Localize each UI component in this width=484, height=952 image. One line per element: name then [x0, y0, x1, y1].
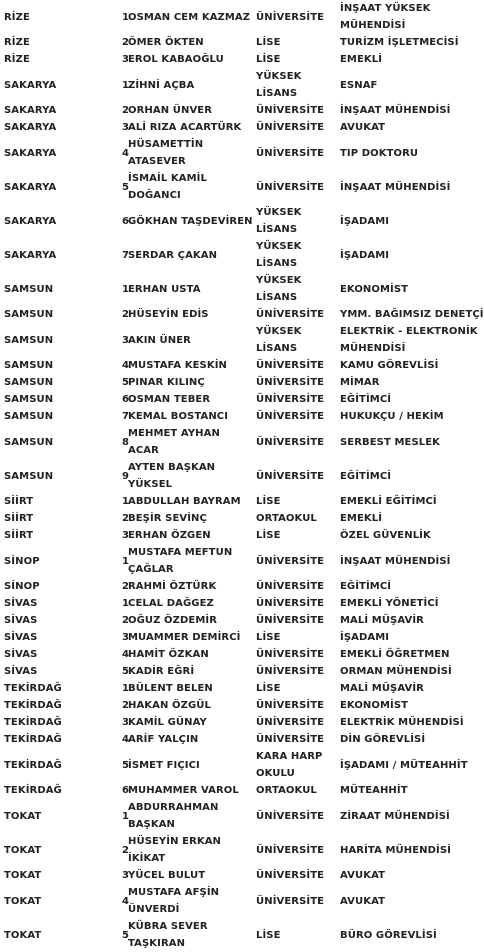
rank-cell: 3 — [122, 334, 130, 346]
rank-cell: 3 — [122, 717, 130, 728]
city-cell: SAMSUN — [4, 394, 54, 405]
table-row — [0, 884, 479, 918]
occupation-cell: AVUKAT — [340, 895, 386, 907]
education-cell: ÜNİVERSİTE — [256, 870, 325, 881]
table-row — [0, 272, 479, 306]
occupation-cell: HUKUKÇU / HEKİM — [340, 411, 444, 422]
name-cell: YÜCEL BULUT — [128, 870, 206, 881]
rank-cell: 2 — [122, 513, 130, 524]
education-cell: ÜNİVERSİTE — [256, 436, 325, 448]
occupation-cell: TURİZM İŞLETMECİSİ — [340, 37, 459, 48]
rank-cell: 1 — [122, 283, 130, 295]
name-cell: ERHAN USTA — [128, 283, 201, 295]
table-row — [0, 731, 479, 748]
city-cell: SAMSUN — [4, 377, 54, 388]
education-cell: LİSE — [256, 632, 281, 643]
education-cell: LİSE — [256, 530, 281, 541]
education-cell: ÜNİVERSİTE — [256, 895, 325, 907]
occupation-cell: EKONOMİST — [340, 700, 409, 711]
rank-cell: 4 — [122, 360, 130, 371]
name-cell: SERDAR ÇAKAN — [128, 249, 218, 261]
city-cell: SİVAS — [4, 598, 38, 609]
name-cell: PINAR KILINÇ — [128, 377, 205, 388]
table-row — [0, 663, 479, 680]
education-cell: YÜKSEK LİSANS — [256, 241, 302, 269]
city-cell: RİZE — [4, 37, 30, 48]
name-cell: AYTEN BAŞKAN YÜKSEL — [128, 462, 216, 490]
occupation-cell: MALİ MÜŞAVİR — [340, 683, 424, 694]
rank-cell: 3 — [122, 870, 130, 881]
rank-cell: 1 — [122, 810, 130, 822]
education-cell: ÜNİVERSİTE — [256, 105, 325, 116]
occupation-cell: HARİTA MÜHENDİSİ — [340, 844, 451, 856]
occupation-cell: İNŞAAT MÜHENDİSİ — [340, 555, 451, 567]
city-cell: SİİRT — [4, 496, 34, 507]
occupation-cell: ORMAN MÜHENDİSİ — [340, 666, 452, 677]
education-cell: ORTAOKUL — [256, 785, 317, 796]
city-cell: SAKARYA — [4, 122, 57, 133]
table-row — [0, 68, 479, 102]
name-cell: ERHAN ÖZGEN — [128, 530, 211, 541]
city-cell: TEKİRDAĞ — [4, 683, 62, 694]
rank-cell: 5 — [122, 666, 130, 677]
city-cell: SAMSUN — [4, 283, 54, 295]
rank-cell: 3 — [122, 530, 130, 541]
city-cell: TEKİRDAĞ — [4, 717, 62, 728]
name-cell: MUSTAFA AFŞİN ÜNVERDİ — [128, 887, 220, 915]
education-cell: ÜNİVERSİTE — [256, 11, 325, 23]
table-row — [0, 510, 479, 527]
rank-cell: 4 — [122, 649, 130, 660]
table-row — [0, 170, 479, 204]
table-row — [0, 680, 479, 697]
table-row — [0, 102, 479, 119]
name-cell: KAMİL GÜNAY — [128, 717, 207, 728]
occupation-cell: SERBEST MESLEK — [340, 436, 441, 448]
rank-cell: 2 — [122, 700, 130, 711]
city-cell: SAMSUN — [4, 470, 54, 482]
education-cell: ÜNİVERSİTE — [256, 717, 325, 728]
rank-cell: 1 — [122, 496, 130, 507]
occupation-cell: İŞADAMI / MÜTEAHHİT — [340, 759, 468, 771]
city-cell: SAKARYA — [4, 215, 57, 227]
education-cell: LİSE — [256, 929, 281, 941]
education-cell: ÜNİVERSİTE — [256, 309, 325, 320]
table-row — [0, 425, 479, 459]
rank-cell: 8 — [122, 436, 130, 448]
rank-cell: 7 — [122, 249, 130, 261]
table-row — [0, 374, 479, 391]
education-cell: ÜNİVERSİTE — [256, 470, 325, 482]
occupation-cell: İŞADAMI — [340, 249, 390, 261]
name-cell: ARİF YALÇIN — [128, 734, 199, 745]
city-cell: SAMSUN — [4, 360, 54, 371]
education-cell: ÜNİVERSİTE — [256, 377, 325, 388]
name-cell: OSMAN CEM KAZMAZ — [128, 11, 251, 23]
name-cell: HÜSAMETTİN ATASEVER — [128, 139, 204, 167]
education-cell: ÜNİVERSİTE — [256, 122, 325, 133]
name-cell: HAMİT ÖZKAN — [128, 649, 209, 660]
occupation-cell: ESNAF — [340, 79, 378, 91]
city-cell: SİİRT — [4, 513, 34, 524]
table-row — [0, 136, 479, 170]
table-row — [0, 714, 479, 731]
rank-cell: 2 — [122, 581, 130, 592]
education-cell: ÜNİVERSİTE — [256, 360, 325, 371]
name-cell: ÖMER ÖKTEN — [128, 37, 204, 48]
rank-cell: 9 — [122, 470, 130, 482]
education-cell: ÜNİVERSİTE — [256, 181, 325, 193]
city-cell: SAKARYA — [4, 79, 57, 91]
rank-cell: 1 — [122, 598, 130, 609]
occupation-cell: EMEKLİ YÖNETİCİ — [340, 598, 439, 609]
education-cell: ÜNİVERSİTE — [256, 810, 325, 822]
city-cell: RİZE — [4, 54, 30, 65]
education-cell: YÜKSEK LİSANS — [256, 207, 302, 235]
city-cell: TOKAT — [4, 870, 42, 881]
city-cell: SAKARYA — [4, 181, 57, 193]
city-cell: TEKİRDAĞ — [4, 734, 62, 745]
name-cell: CELAL DAĞGEZ — [128, 598, 214, 609]
name-cell: OĞUZ ÖZDEMİR — [128, 615, 218, 626]
table-row — [0, 51, 479, 68]
name-cell: BEŞİR SEVİNÇ — [128, 513, 207, 524]
education-cell: ORTAOKUL — [256, 513, 317, 524]
city-cell: SAMSUN — [4, 309, 54, 320]
name-cell: ABDURRAHMAN BAŞKAN — [128, 802, 219, 830]
table-row — [0, 459, 479, 493]
city-cell: SAMSUN — [4, 436, 54, 448]
education-cell: ÜNİVERSİTE — [256, 598, 325, 609]
education-cell: ÜNİVERSİTE — [256, 700, 325, 711]
name-cell: MEHMET AYHAN ACAR — [128, 428, 220, 456]
city-cell: SİVAS — [4, 632, 38, 643]
city-cell: TOKAT — [4, 810, 42, 822]
occupation-cell: KAMU GÖREVLİSİ — [340, 360, 439, 371]
city-cell: TOKAT — [4, 844, 42, 856]
education-cell: ÜNİVERSİTE — [256, 411, 325, 422]
occupation-cell: DİN GÖREVLİSİ — [340, 734, 426, 745]
rank-cell: 4 — [122, 734, 130, 745]
education-cell: ÜNİVERSİTE — [256, 555, 325, 567]
occupation-cell: ÖZEL GÜVENLİK — [340, 530, 431, 541]
rank-cell: 2 — [122, 37, 130, 48]
rank-cell: 4 — [122, 147, 130, 159]
occupation-cell: MALİ MÜŞAVİR — [340, 615, 424, 626]
name-cell: ORHAN ÜNVER — [128, 105, 213, 116]
name-cell: BÜLENT BELEN — [128, 683, 213, 694]
name-cell: KEMAL BOSTANCI — [128, 411, 229, 422]
table-row — [0, 0, 479, 34]
occupation-cell: İNŞAAT YÜKSEK MÜHENDİSİ — [340, 3, 431, 31]
name-cell: KADİR EĞRİ — [128, 666, 195, 677]
occupation-cell: İŞADAMI — [340, 215, 390, 227]
education-cell: LİSE — [256, 683, 281, 694]
education-cell: YÜKSEK LİSANS — [256, 326, 302, 354]
name-cell: KÜBRA SEVER TAŞKIRAN — [128, 921, 208, 949]
table-row — [0, 357, 479, 374]
occupation-cell: AVUKAT — [340, 122, 386, 133]
city-cell: SAKARYA — [4, 147, 57, 159]
table-row — [0, 34, 479, 51]
rank-cell: 5 — [122, 181, 130, 193]
education-cell: ÜNİVERSİTE — [256, 394, 325, 405]
occupation-cell: EMEKLİ — [340, 54, 383, 65]
table-row — [0, 323, 479, 357]
occupation-cell: EĞİTİMCİ — [340, 470, 392, 482]
rank-cell: 7 — [122, 411, 130, 422]
occupation-cell: İNŞAAT MÜHENDİSİ — [340, 181, 451, 193]
name-cell: ZİHNİ AÇBA — [128, 79, 195, 91]
occupation-cell: ELEKTRİK MÜHENDİSİ — [340, 717, 464, 728]
table-row — [0, 238, 479, 272]
rank-cell: 1 — [122, 11, 130, 23]
occupation-cell: AVUKAT — [340, 870, 386, 881]
table-row — [0, 408, 479, 425]
table-row — [0, 204, 479, 238]
education-cell: ÜNİVERSİTE — [256, 844, 325, 856]
occupation-cell: BÜRO GÖREVLİSİ — [340, 929, 437, 941]
occupation-cell: TIP DOKTORU — [340, 147, 419, 159]
name-cell: AKIN ÜNER — [128, 334, 191, 346]
education-cell: ÜNİVERSİTE — [256, 581, 325, 592]
table-row — [0, 527, 479, 544]
city-cell: SAMSUN — [4, 334, 54, 346]
city-cell: SAKARYA — [4, 249, 57, 261]
rank-cell: 3 — [122, 632, 130, 643]
name-cell: MUSTAFA MEFTUN ÇAĞLAR — [128, 547, 233, 575]
table-row — [0, 646, 479, 663]
name-cell: RAHMİ ÖZTÜRK — [128, 581, 217, 592]
city-cell: SİVAS — [4, 649, 38, 660]
table-row — [0, 595, 479, 612]
city-cell: SİNOP — [4, 555, 40, 567]
table-row — [0, 306, 484, 323]
table-row — [0, 629, 479, 646]
occupation-cell: EKONOMİST — [340, 283, 409, 295]
name-cell: MUSTAFA KESKİN — [128, 360, 227, 371]
rank-cell: 2 — [122, 105, 130, 116]
rank-cell: 3 — [122, 122, 130, 133]
occupation-cell: ZİRAAT MÜHENDİSİ — [340, 810, 450, 822]
city-cell: SİNOP — [4, 581, 40, 592]
occupation-cell: MİMAR — [340, 377, 380, 388]
name-cell: EROL KABAOĞLU — [128, 54, 224, 65]
education-cell: YÜKSEK LİSANS — [256, 275, 302, 303]
rank-cell: 2 — [122, 844, 130, 856]
table-row — [0, 391, 479, 408]
city-cell: TOKAT — [4, 895, 42, 907]
rank-cell: 6 — [122, 394, 130, 405]
occupation-cell: İŞADAMI — [340, 632, 390, 643]
occupation-cell: EĞİTİMCİ — [340, 394, 392, 405]
table-row — [0, 833, 479, 867]
table-row — [0, 799, 479, 833]
education-cell: YÜKSEK LİSANS — [256, 71, 302, 99]
occupation-cell: EĞİTİMCİ — [340, 581, 392, 592]
occupation-cell: İNŞAAT MÜHENDİSİ — [340, 105, 451, 116]
rank-cell: 1 — [122, 683, 130, 694]
education-cell: LİSE — [256, 54, 281, 65]
table-row — [0, 867, 479, 884]
table-row — [0, 578, 479, 595]
name-cell: HAKAN ÖZGÜL — [128, 700, 211, 711]
occupation-cell: ELEKTRİK - ELEKTRONİK MÜHENDİSİ — [340, 326, 478, 354]
occupation-cell: MÜTEAHHİT — [340, 785, 408, 796]
rank-cell: 5 — [122, 377, 130, 388]
education-cell: ÜNİVERSİTE — [256, 147, 325, 159]
name-cell: ALİ RIZA ACARTÜRK — [128, 122, 242, 133]
occupation-cell: EMEKLİ EĞİTİMCİ — [340, 496, 437, 507]
city-cell: SAKARYA — [4, 105, 57, 116]
table-row — [0, 544, 479, 578]
table-row — [0, 918, 479, 952]
table-row — [0, 493, 479, 510]
education-cell: ÜNİVERSİTE — [256, 666, 325, 677]
education-cell: ÜNİVERSİTE — [256, 734, 325, 745]
city-cell: SİVAS — [4, 615, 38, 626]
education-cell: ÜNİVERSİTE — [256, 615, 325, 626]
city-cell: SAMSUN — [4, 411, 54, 422]
name-cell: İSMET FIÇICI — [128, 759, 200, 771]
rank-cell: 2 — [122, 615, 130, 626]
city-cell: SİİRT — [4, 530, 34, 541]
name-cell: MUAMMER DEMİRCİ — [128, 632, 241, 643]
city-cell: TEKİRDAĞ — [4, 700, 62, 711]
education-cell: KARA HARP OKULU — [256, 751, 323, 779]
education-cell: ÜNİVERSİTE — [256, 649, 325, 660]
city-cell: TEKİRDAĞ — [4, 785, 62, 796]
rank-cell: 1 — [122, 79, 130, 91]
rank-cell: 3 — [122, 54, 130, 65]
table-row — [0, 612, 479, 629]
education-cell: LİSE — [256, 37, 281, 48]
name-cell: OSMAN TEBER — [128, 394, 211, 405]
name-cell: HÜSEYİN ERKAN İKİKAT — [128, 836, 222, 864]
rank-cell: 6 — [122, 785, 130, 796]
city-cell: TOKAT — [4, 929, 42, 941]
name-cell: GÖKHAN TAŞDEVİREN — [128, 215, 253, 227]
rank-cell: 6 — [122, 215, 130, 227]
occupation-cell: EMEKLİ ÖĞRETMEN — [340, 649, 450, 660]
rank-cell: 5 — [122, 759, 130, 771]
name-cell: İSMAİL KAMİL DOĞANCI — [128, 173, 207, 201]
occupation-cell: EMEKLİ — [340, 513, 383, 524]
name-cell: MUHAMMER VAROL — [128, 785, 239, 796]
name-cell: HÜSEYİN EDİS — [128, 309, 209, 320]
rank-cell: 2 — [122, 309, 130, 320]
table-row — [0, 119, 479, 136]
city-cell: RİZE — [4, 11, 30, 23]
table-row — [0, 697, 479, 714]
table-row — [0, 782, 479, 799]
name-cell: ABDULLAH BAYRAM — [128, 496, 241, 507]
rank-cell: 1 — [122, 555, 130, 567]
table-row — [0, 748, 479, 782]
rank-cell: 4 — [122, 895, 130, 907]
education-cell: LİSE — [256, 496, 281, 507]
city-cell: TEKİRDAĞ — [4, 759, 62, 771]
city-cell: SİVAS — [4, 666, 38, 677]
occupation-cell: YMM. BAĞIMSIZ DENETÇİ — [340, 309, 484, 320]
rank-cell: 5 — [122, 929, 130, 941]
